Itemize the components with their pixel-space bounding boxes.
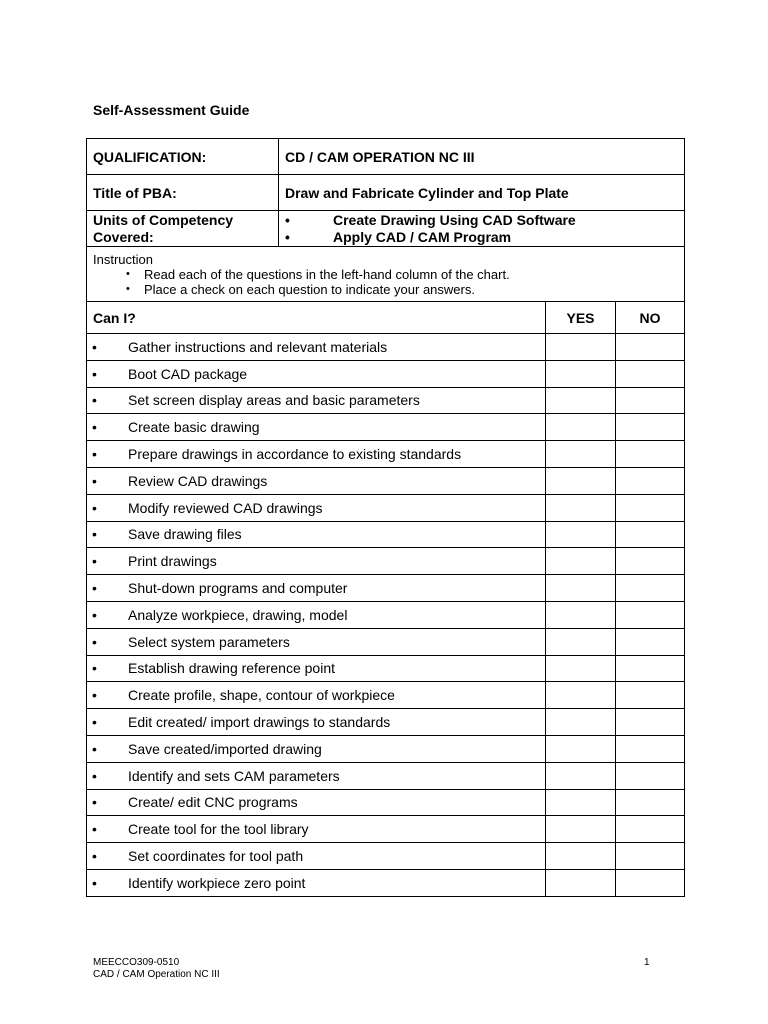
question-cell [87,387,546,414]
no-checkbox-cell[interactable] [616,628,685,655]
question-cell [87,494,546,521]
question-text: Modify reviewed CAD drawings [128,499,323,516]
unit-item: • Create Drawing Using CAD Software [285,212,678,229]
bullet-icon: • [92,660,97,677]
bullet-icon: • [92,633,97,650]
question-row [87,601,685,628]
units-list-cell [279,211,685,247]
yes-checkbox-cell[interactable] [546,601,616,628]
yes-checkbox-cell[interactable] [546,655,616,682]
footer-code: MEECCO309-0510 [93,957,180,968]
question-text: Save drawing files [128,526,242,543]
no-checkbox-cell[interactable] [616,360,685,387]
footer-info [93,957,220,981]
yes-checkbox-cell[interactable] [546,682,616,709]
bullet-icon: • [92,821,97,838]
no-checkbox-cell[interactable] [616,548,685,575]
question-cell [87,575,546,602]
question-cell [87,467,546,494]
column-header-row [87,302,685,334]
no-checkbox-cell[interactable] [616,816,685,843]
bullet-icon: • [92,419,97,436]
units-label-line1: Units of Competency [93,211,234,228]
question-cell [87,682,546,709]
question-text: Shut-down programs and computer [128,580,348,597]
question-row [87,762,685,789]
no-checkbox-cell[interactable] [616,334,685,361]
units-label-line2: Covered: [93,228,154,245]
question-cell [87,628,546,655]
question-row [87,548,685,575]
question-row [87,628,685,655]
qualification-value: CD / CAM OPERATION NC III [279,139,685,175]
question-text: Prepare drawings in accordance to existing standards [128,446,462,463]
question-text: Create profile, shape, contour of workpiece [128,687,395,704]
bullet-icon: • [92,874,97,891]
instruction-item: • Place a check on each question to indicate your answers. [93,282,678,297]
bullet-icon: • [92,606,97,623]
question-text: Create tool for the tool library [128,821,309,838]
no-checkbox-cell[interactable] [616,387,685,414]
bullet-icon: • [92,687,97,704]
question-row [87,682,685,709]
question-text: Gather instructions and relevant materials [128,338,388,355]
question-row [87,789,685,816]
units-label [87,211,279,247]
yes-checkbox-cell[interactable] [546,494,616,521]
question-cell [87,816,546,843]
bullet-icon: • [92,767,97,784]
bullet-icon: • [92,553,97,570]
question-text: Create basic drawing [128,419,260,436]
no-checkbox-cell[interactable] [616,789,685,816]
pba-row [87,175,685,211]
question-row [87,414,685,441]
no-checkbox-cell[interactable] [616,521,685,548]
question-row [87,655,685,682]
no-checkbox-cell[interactable] [616,441,685,468]
no-checkbox-cell[interactable] [616,735,685,762]
question-cell [87,548,546,575]
question-row [87,360,685,387]
question-text: Identify workpiece zero point [128,874,306,891]
yes-checkbox-cell[interactable] [546,467,616,494]
bullet-icon: • [92,499,97,516]
bullet-icon: • [92,365,97,382]
yes-checkbox-cell[interactable] [546,628,616,655]
yes-checkbox-cell[interactable] [546,735,616,762]
no-checkbox-cell[interactable] [616,709,685,736]
yes-checkbox-cell[interactable] [546,548,616,575]
question-cell [87,441,546,468]
question-text: Establish drawing reference point [128,660,336,677]
no-checkbox-cell[interactable] [616,843,685,870]
bullet-icon: • [92,446,97,463]
no-checkbox-cell[interactable] [616,414,685,441]
question-text: Set screen display areas and basic parameters [128,392,420,409]
question-cell [87,789,546,816]
question-column-header: Can I? [87,302,546,334]
units-list [285,212,678,246]
question-cell [87,414,546,441]
no-checkbox-cell[interactable] [616,655,685,682]
question-row [87,387,685,414]
yes-checkbox-cell[interactable] [546,521,616,548]
question-text: Create/ edit CNC programs [128,794,298,811]
question-row [87,441,685,468]
yes-checkbox-cell[interactable] [546,869,616,896]
bullet-icon: • [92,472,97,489]
document-title: Self-Assessment Guide [93,102,250,118]
instruction-list [93,267,678,297]
units-row [87,211,685,247]
question-cell [87,843,546,870]
question-row [87,575,685,602]
question-cell [87,869,546,896]
question-row [87,843,685,870]
question-cell [87,735,546,762]
question-row [87,467,685,494]
no-checkbox-cell[interactable] [616,762,685,789]
question-text: Print drawings [128,553,217,570]
question-cell [87,521,546,548]
no-checkbox-cell[interactable] [616,601,685,628]
bullet-icon: • [92,580,97,597]
page-number: 1 [644,957,650,968]
footer-course: CAD / CAM Operation NC III [93,969,220,980]
yes-checkbox-cell[interactable] [546,441,616,468]
yes-checkbox-cell[interactable] [546,360,616,387]
instruction-cell [87,247,685,302]
question-row [87,869,685,896]
unit-item: • Apply CAD / CAM Program [285,229,678,246]
yes-checkbox-cell[interactable] [546,816,616,843]
no-checkbox-cell[interactable] [616,575,685,602]
no-checkbox-cell[interactable] [616,869,685,896]
question-text: Save created/imported drawing [128,740,322,757]
yes-column-header: YES [546,302,616,334]
bullet-icon: • [92,714,97,731]
pba-label: Title of PBA: [87,175,279,211]
question-cell [87,360,546,387]
yes-checkbox-cell[interactable] [546,843,616,870]
question-text: Set coordinates for tool path [128,848,304,865]
no-checkbox-cell[interactable] [616,494,685,521]
pba-value: Draw and Fabricate Cylinder and Top Plate [279,175,685,211]
question-cell [87,334,546,361]
question-row [87,494,685,521]
qualification-label: QUALIFICATION: [87,139,279,175]
question-cell [87,709,546,736]
question-text: Boot CAD package [128,365,248,382]
question-cell [87,601,546,628]
question-row [87,735,685,762]
no-column-header: NO [616,302,685,334]
instruction-row [87,247,685,302]
yes-checkbox-cell[interactable] [546,762,616,789]
instruction-title: Instruction [93,251,153,267]
yes-checkbox-cell[interactable] [546,334,616,361]
question-row [87,521,685,548]
question-text: Identify and sets CAM parameters [128,767,340,784]
question-text: Analyze workpiece, drawing, model [128,606,348,623]
question-text: Select system parameters [128,633,290,650]
question-text: Edit created/ import drawings to standards [128,714,391,731]
yes-checkbox-cell[interactable] [546,709,616,736]
question-text: Review CAD drawings [128,472,268,489]
no-checkbox-cell[interactable] [616,467,685,494]
yes-checkbox-cell[interactable] [546,414,616,441]
question-cell [87,655,546,682]
no-checkbox-cell[interactable] [616,682,685,709]
yes-checkbox-cell[interactable] [546,789,616,816]
question-cell [87,762,546,789]
bullet-icon: • [92,338,97,355]
yes-checkbox-cell[interactable] [546,387,616,414]
qualification-row [87,139,685,175]
question-row [87,709,685,736]
bullet-icon: • [92,392,97,409]
bullet-icon: • [92,740,97,757]
bullet-icon: • [92,526,97,543]
bullet-icon: • [92,848,97,865]
instruction-item: • Read each of the questions in the left-hand column of the chart. [93,267,678,282]
self-assessment-table [86,138,685,897]
question-row [87,334,685,361]
yes-checkbox-cell[interactable] [546,575,616,602]
question-row [87,816,685,843]
bullet-icon: • [92,794,97,811]
